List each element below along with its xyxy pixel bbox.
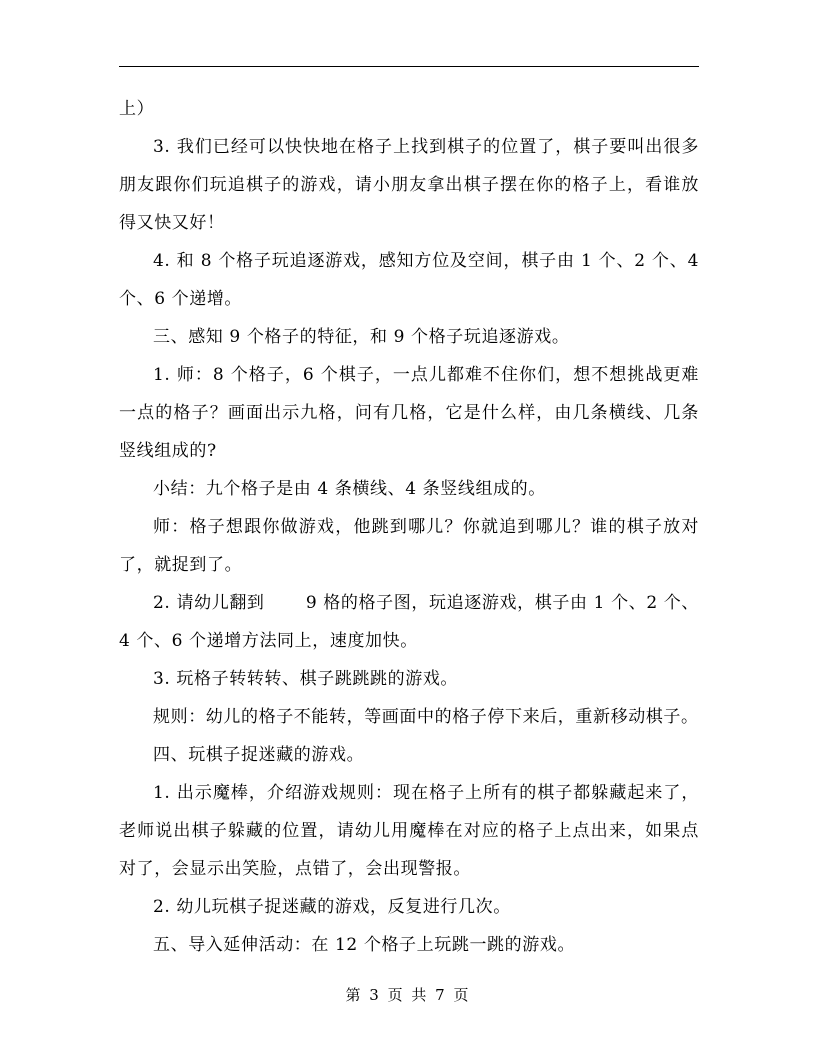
section-heading: 五、导入延伸活动：在 12 个格子上玩跳一跳的游戏。 xyxy=(153,935,576,955)
section-heading: 四、玩棋子捉迷藏的游戏。 xyxy=(153,745,365,765)
header-rule xyxy=(119,66,699,67)
paragraph: 规则：幼儿的格子不能转，等画面中的格子停下来后，重新移动棋子。 xyxy=(153,707,699,727)
paragraph: 上） xyxy=(119,99,155,119)
paragraph: 小结：九个格子是由 4 条横线、4 条竖线组成的。 xyxy=(153,479,546,499)
paragraph: 1. 出示魔棒，介绍游戏规则：现在格子上所有的棋子都躲藏起来了，老师说出棋子躲藏的位置，请幼儿用魔棒在对应的格子上点出来，如果点对了，会显示出笑脸，点错了，会出现警报。 xyxy=(119,783,699,879)
document-body xyxy=(119,90,699,964)
page-number: 第 3 页 共 7 页 xyxy=(345,986,471,1004)
paragraph: 4. 和 8 个格子玩追逐游戏，感知方位及空间，棋子由 1 个、2 个、4 个、6 个递增。 xyxy=(119,251,699,309)
paragraph: 师：格子想跟你做游戏，他跳到哪儿？你就追到哪儿？谁的棋子放对了，就捉到了。 xyxy=(119,517,699,575)
paragraph: 1. 师：8 个格子，6 个棋子，一点儿都难不住你们，想不想挑战更难一点的格子？画面出示九格，问有几格，它是什么样，由几条横线、几条竖线组成的? xyxy=(119,365,699,461)
paragraph: 3. 玩格子转转转、棋子跳跳跳的游戏。 xyxy=(153,669,459,689)
paragraph: 2. 幼儿玩棋子捉迷藏的游戏，反复进行几次。 xyxy=(153,897,511,917)
paragraph: 2. 请幼儿翻到 9 格的格子图，玩追逐游戏，棋子由 1 个、2 个、4 个、6 个递增方法同上，速度加快。 xyxy=(119,593,699,651)
section-heading: 三、感知 9 个格子的特征，和 9 个格子玩追逐游戏。 xyxy=(153,327,570,347)
paragraph: 3. 我们已经可以快快地在格子上找到棋子的位置了，棋子要叫出很多朋友跟你们玩追棋子的游戏，请小朋友拿出棋子摆在你的格子上，看谁放得又快又好！ xyxy=(119,137,699,233)
